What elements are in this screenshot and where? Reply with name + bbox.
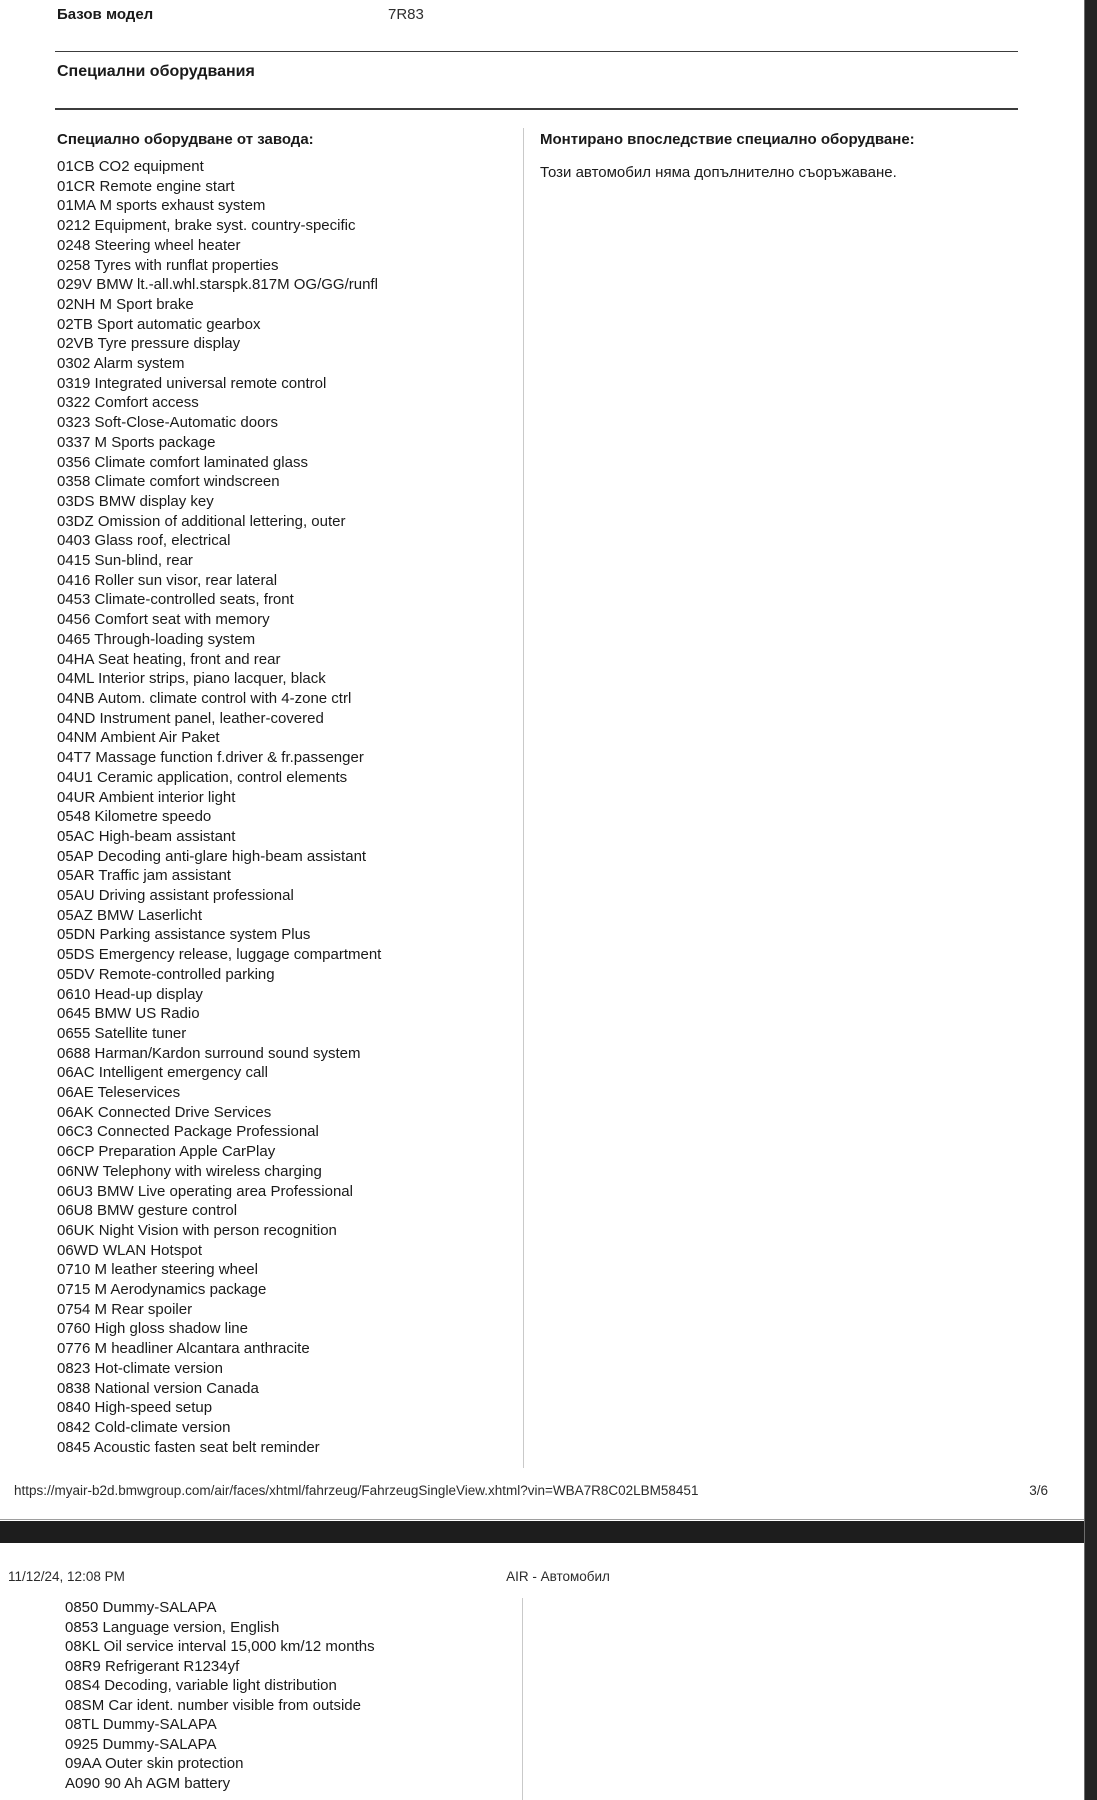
horizontal-rule-section xyxy=(55,108,1018,110)
equipment-item: 05AC High-beam assistant xyxy=(57,827,236,845)
equipment-item: 0655 Satellite tuner xyxy=(57,1024,187,1042)
equipment-item: 0760 High gloss shadow line xyxy=(57,1320,248,1338)
equipment-item: 0853 Language version, English xyxy=(65,1618,280,1636)
factory-equipment-header: Специално оборудване от завода: xyxy=(57,131,314,148)
equipment-item: 06U8 BMW gesture control xyxy=(57,1202,238,1220)
equipment-item: 0322 Comfort access xyxy=(57,394,199,412)
equipment-item: 0302 Alarm system xyxy=(57,355,185,373)
equipment-item: 08R9 Refrigerant R1234yf xyxy=(65,1657,240,1675)
equipment-item: 01CR Remote engine start xyxy=(57,177,235,195)
base-model-label: Базов модел xyxy=(57,6,154,23)
base-model-value: 7R83 xyxy=(388,6,424,23)
equipment-item: 0453 Climate-controlled seats, front xyxy=(57,591,294,609)
equipment-item: 029V BMW lt.-all.whl.starspk.817M OG/GG/runfl xyxy=(57,276,378,294)
equipment-item: 02VB Tyre pressure display xyxy=(57,335,241,353)
equipment-item: 0845 Acoustic fasten seat belt reminder xyxy=(57,1438,320,1456)
print-header-title: AIR - Автомобил xyxy=(506,1569,610,1584)
factory-equipment-list xyxy=(57,157,517,1457)
equipment-item: 04NM Ambient Air Paket xyxy=(57,729,220,747)
equipment-item: 04T7 Massage function f.driver & fr.passenger xyxy=(57,749,364,767)
pdf-page-4 xyxy=(0,1543,1087,1800)
equipment-item: 05AR Traffic jam assistant xyxy=(57,867,231,885)
equipment-item: 0403 Glass roof, electrical xyxy=(57,532,231,550)
retrofit-equipment-header: Монтирано впоследствие специално оборудване: xyxy=(540,131,915,148)
equipment-item: 06WD WLAN Hotspot xyxy=(57,1241,203,1259)
equipment-item: 0610 Head-up display xyxy=(57,985,203,1003)
equipment-item: 0415 Sun-blind, rear xyxy=(57,552,193,570)
equipment-item: 08KL Oil service interval 15,000 km/12 months xyxy=(65,1638,375,1655)
equipment-item: 09AA Outer skin protection xyxy=(65,1755,244,1772)
equipment-item: 0416 Roller sun visor, rear lateral xyxy=(57,571,278,589)
equipment-item: 05DS Emergency release, luggage compartment xyxy=(57,946,382,964)
equipment-item: 0840 High-speed setup xyxy=(57,1399,213,1417)
equipment-item: 06NW Telephony with wireless charging xyxy=(57,1162,322,1180)
equipment-item: 0715 M Aerodynamics package xyxy=(57,1281,267,1299)
equipment-item: 0258 Tyres with runflat properties xyxy=(57,256,279,274)
equipment-item: 0337 M Sports package xyxy=(57,433,216,451)
equipment-item: 05DN Parking assistance system Plus xyxy=(57,926,311,944)
equipment-item: 0776 M headliner Alcantara anthracite xyxy=(57,1340,310,1358)
equipment-item: 06CP Preparation Apple CarPlay xyxy=(57,1143,276,1161)
equipment-item: 0850 Dummy-SALAPA xyxy=(65,1599,217,1616)
equipment-item: 0823 Hot-climate version xyxy=(57,1359,223,1377)
equipment-item: 06C3 Connected Package Professional xyxy=(57,1123,319,1141)
equipment-item: 06UK Night Vision with person recognition xyxy=(57,1221,337,1239)
equipment-item: 0356 Climate comfort laminated glass xyxy=(57,453,308,471)
equipment-item: 0842 Cold-climate version xyxy=(57,1419,231,1436)
equipment-item: 05DV Remote-controlled parking xyxy=(57,965,275,983)
equipment-item: 04ML Interior strips, piano lacquer, black xyxy=(57,670,326,688)
equipment-item: 05AP Decoding anti-glare high-beam assistant xyxy=(57,847,367,865)
print-header-datetime: 11/12/24, 12:08 PM xyxy=(8,1569,125,1584)
equipment-item: 0212 Equipment, brake syst. country-specific xyxy=(57,217,356,235)
equipment-item: 0319 Integrated universal remote control xyxy=(57,374,327,392)
column-divider xyxy=(523,128,524,1468)
section-title: Специални оборудвания xyxy=(57,63,255,80)
equipment-item: 08S4 Decoding, variable light distribution xyxy=(65,1677,337,1694)
equipment-item: 0710 M leather steering wheel xyxy=(57,1261,258,1279)
equipment-item: 02TB Sport automatic gearbox xyxy=(57,315,261,333)
equipment-item: 03DS BMW display key xyxy=(57,492,214,510)
equipment-item: 06AK Connected Drive Services xyxy=(57,1103,272,1121)
equipment-item: 06AC Intelligent emergency call xyxy=(57,1064,268,1082)
equipment-item: 0323 Soft-Close-Automatic doors xyxy=(57,414,278,432)
equipment-item: 04NB Autom. climate control with 4-zone ctrl xyxy=(57,689,352,707)
viewer-edge-strip xyxy=(1084,0,1097,1800)
page-break-band xyxy=(0,1521,1097,1543)
no-retrofit-note: Този автомобил няма допълнително съоръжаване. xyxy=(540,164,897,181)
horizontal-rule-top xyxy=(55,51,1018,52)
equipment-item: 0358 Climate comfort windscreen xyxy=(57,473,280,491)
equipment-item: 0456 Comfort seat with memory xyxy=(57,611,270,629)
factory-equipment-list-continued xyxy=(65,1598,515,1793)
footer-page-indicator: 3/6 xyxy=(1029,1483,1048,1498)
equipment-item: 04ND Instrument panel, leather-covered xyxy=(57,709,324,727)
equipment-item: 04UR Ambient interior light xyxy=(57,788,236,806)
equipment-item: 04U1 Ceramic application, control elements xyxy=(57,768,348,786)
equipment-item: 0645 BMW US Radio xyxy=(57,1005,200,1023)
equipment-item: 02NH M Sport brake xyxy=(57,295,194,313)
equipment-item: 08TL Dummy-SALAPA xyxy=(65,1716,217,1733)
equipment-item: 0688 Harman/Kardon surround sound system xyxy=(57,1044,361,1062)
equipment-item: A090 90 Ah AGM battery xyxy=(65,1774,231,1792)
equipment-item: 08SM Car ident. number visible from outside xyxy=(65,1696,361,1714)
equipment-item: 01MA M sports exhaust system xyxy=(57,197,266,215)
equipment-item: 0838 National version Canada xyxy=(57,1379,259,1397)
equipment-item: 05AU Driving assistant professional xyxy=(57,887,294,905)
equipment-item: 0248 Steering wheel heater xyxy=(57,236,241,254)
equipment-item: 05AZ BMW Laserlicht xyxy=(57,906,203,924)
equipment-item: 0925 Dummy-SALAPA xyxy=(65,1735,217,1753)
equipment-item: 0548 Kilometre speedo xyxy=(57,808,212,826)
footer-url: https://myair-b2d.bmwgroup.com/air/faces/xhtml/fahrzeug/FahrzeugSingleView.xhtml?vin=WBA7R8C02LBM58451 xyxy=(14,1483,699,1498)
equipment-item: 01CB CO2 equipment xyxy=(57,158,204,175)
equipment-item: 03DZ Omission of additional lettering, outer xyxy=(57,512,346,530)
equipment-item: 04HA Seat heating, front and rear xyxy=(57,650,281,668)
equipment-item: 06AE Teleservices xyxy=(57,1084,181,1102)
equipment-item: 0465 Through-loading system xyxy=(57,630,256,648)
equipment-item: 0754 M Rear spoiler xyxy=(57,1300,193,1318)
equipment-item: 06U3 BMW Live operating area Professional xyxy=(57,1182,353,1200)
column-divider xyxy=(522,1598,523,1800)
